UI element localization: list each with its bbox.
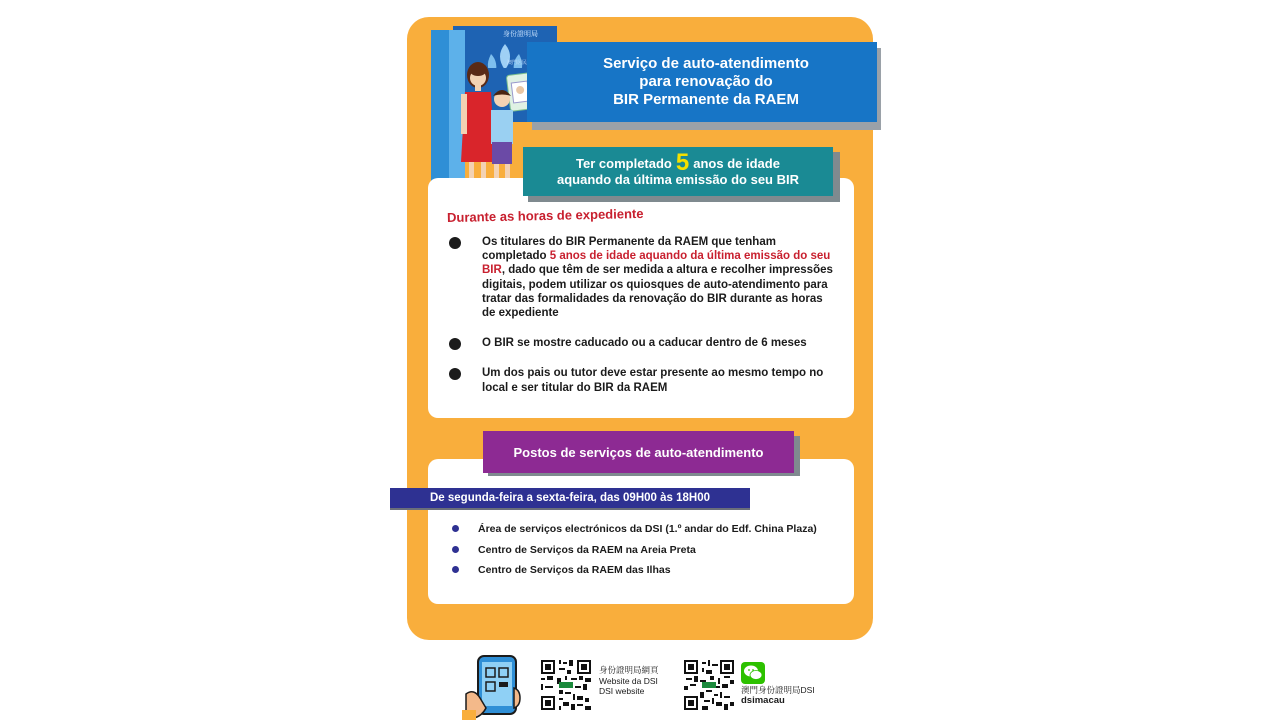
title-line-1: Serviço de auto-atendimento (603, 55, 809, 72)
svg-text:澳門居民: 澳門居民 (507, 60, 528, 66)
bullet-dot-icon (452, 525, 459, 532)
bullet-dot-icon (452, 566, 459, 573)
dsi-website-caption-en: DSI website (599, 686, 645, 696)
wechat-caption-zh: 澳門身份證明局DSI (741, 685, 815, 695)
bullet-dot-icon (449, 237, 461, 249)
condition-item (448, 336, 838, 350)
location-text: Centro de Serviços da RAEM na Areia Preta (478, 543, 696, 556)
location-item (452, 563, 842, 584)
locations-list (452, 522, 842, 584)
age-text-1: Ter completado (576, 156, 672, 171)
bullet-dot-icon (449, 368, 461, 380)
wechat-account-name: dsimacau (741, 694, 785, 706)
phone-scan-icon (462, 654, 522, 720)
age-number: 5 (675, 149, 690, 176)
posts-banner: Postos de serviços de auto-atendimento (483, 431, 794, 473)
condition-highlight: 5 anos de idade aquando da última emissão do seu BIR (482, 250, 831, 277)
dsi-website-qr-code (541, 660, 591, 710)
age-text-2: anos de idade (693, 156, 780, 171)
title-banner (527, 42, 877, 122)
condition-text: Um dos pais ou tutor deve estar presente ao mesmo tempo no local e ser titular do BIR da RAEM (482, 367, 824, 394)
location-text: Centro de Serviços da RAEM das Ilhas (478, 564, 671, 576)
opening-hours-bar: De segunda-feira a sexta-feira, das 09H00 às 18H00 (390, 488, 750, 510)
wechat-account-qr-code (684, 660, 734, 710)
wechat-account-caption (741, 685, 815, 706)
condition-text: O BIR se mostre caducado ou a caducar dentro de 6 meses (482, 337, 807, 350)
location-item (452, 543, 842, 564)
title-line-3: BIR Permanente da RAEM (613, 91, 799, 108)
condition-item (448, 366, 838, 394)
dsi-website-caption-zh: 身份證明局網頁 (599, 665, 659, 675)
location-text: Área de serviços electrónicos da DSI (1.º andar do Edf. China Plaza) (478, 523, 817, 535)
bullet-dot-icon (452, 546, 459, 553)
title-line-2: para renovação do (639, 73, 773, 90)
svg-text:身份證明局: 身份證明局 (503, 30, 538, 38)
condition-text-a: Os titulares do BIR Permanente da RAEM que tenham completado (482, 236, 776, 263)
age-banner-line-2: aquando da última emissão do seu BIR (557, 172, 799, 187)
condition-text-b: , dado que têm de ser medida a altura e recolher impressões digitais, podem utilizar os quiosques de auto-atendimento para tratar das formalidades da renovação do BIR durante as horas de expediente (482, 264, 833, 320)
location-item (452, 522, 842, 543)
age-banner-line-1 (523, 149, 833, 176)
dsi-website-caption-pt: Website da DSI (599, 675, 658, 686)
bullet-dot-icon (449, 338, 461, 350)
conditions-list (448, 235, 838, 395)
age-banner (523, 147, 833, 196)
office-hours-label: Durante as horas de expediente (446, 205, 644, 226)
dsi-website-caption (599, 665, 659, 697)
wechat-icon (741, 662, 765, 684)
condition-item (448, 235, 838, 320)
